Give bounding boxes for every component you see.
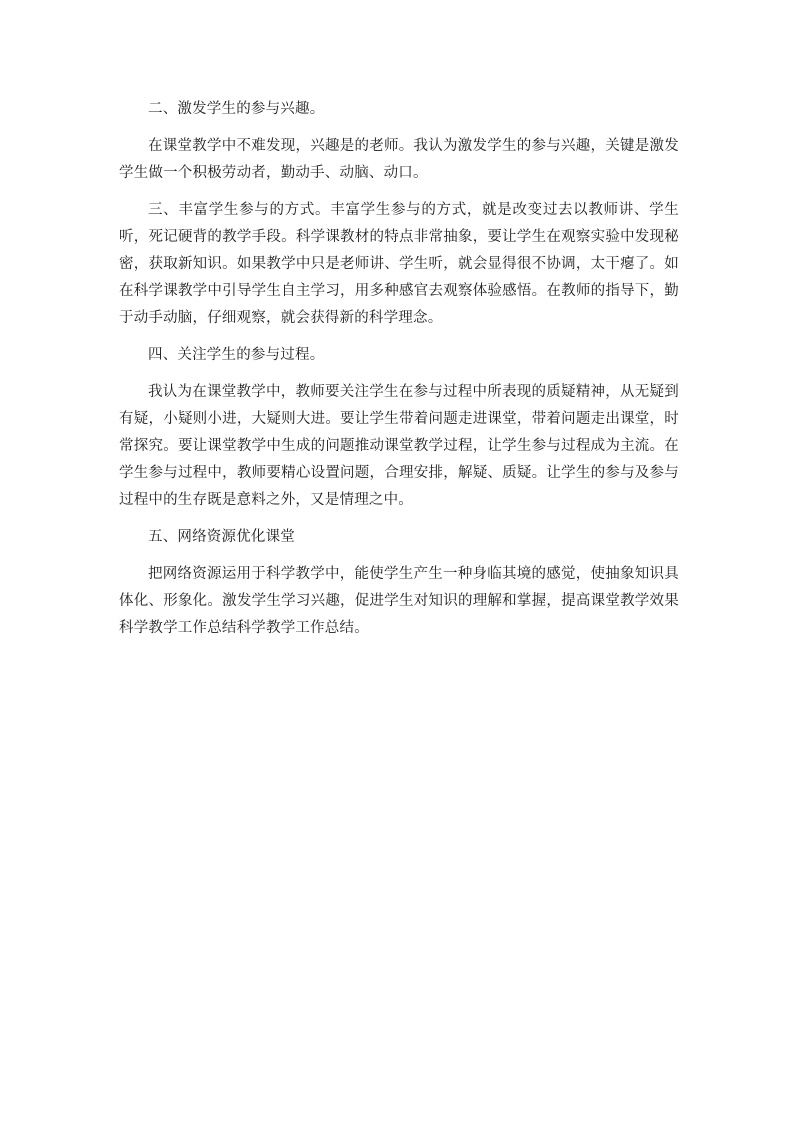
paragraph-participation: 我认为在课堂教学中，教师要关注学生在参与过程中所表现的质疑精神，从无疑到有疑，小疑则小进，大疑则大进。要让学生带着问题走进课堂，带着问题走出课堂，时常探究。要让课堂教学中生成的问题推动课堂教学过程，让学生参与过程成为主流。在学生参与过程中，教师要精心设置问题，合理安排，解疑、质疑。让学生的参与及参与过程中的生存既是意料之外，又是情理之中。 — [119, 384, 679, 508]
document-body — [119, 96, 679, 652]
paragraph-network-resources: 把网络资源运用于科学教学中，能使学生产生一种身临其境的感觉，使抽象知识具体化、形象化。激发学生学习兴趣，促进学生对知识的理解和掌握，提高课堂教学效果科学教学工作总结科学教学工作总结。 — [119, 566, 679, 636]
section-heading-5: 五、网络资源优化课堂 — [148, 529, 295, 545]
paragraph-interest: 在课堂教学中不难发现，兴趣是的老师。我认为激发学生的参与兴趣，关键是激发学生做一个积极劳动者，勤动手、动脑、动口。 — [119, 138, 679, 181]
section-heading-3-paragraph: 三、丰富学生参与的方式。丰富学生参与的方式，就是改变过去以教师讲、学生听，死记硬背的教学手段。科学课教材的特点非常抽象，要让学生在观察实验中发现秘密，获取新知识。如果教学中只是老师讲、学生听，就会显得很不协调，太干瘪了。如在科学课教学中引导学生自主学习，用多种感官去观察体验感悟。在教师的指导下，勤于动手动脑，仔细观察，就会获得新的科学理念。 — [119, 202, 679, 326]
section-heading-2: 二、激发学生的参与兴趣。 — [148, 101, 325, 117]
section-heading-4: 四、关注学生的参与过程。 — [148, 347, 325, 363]
